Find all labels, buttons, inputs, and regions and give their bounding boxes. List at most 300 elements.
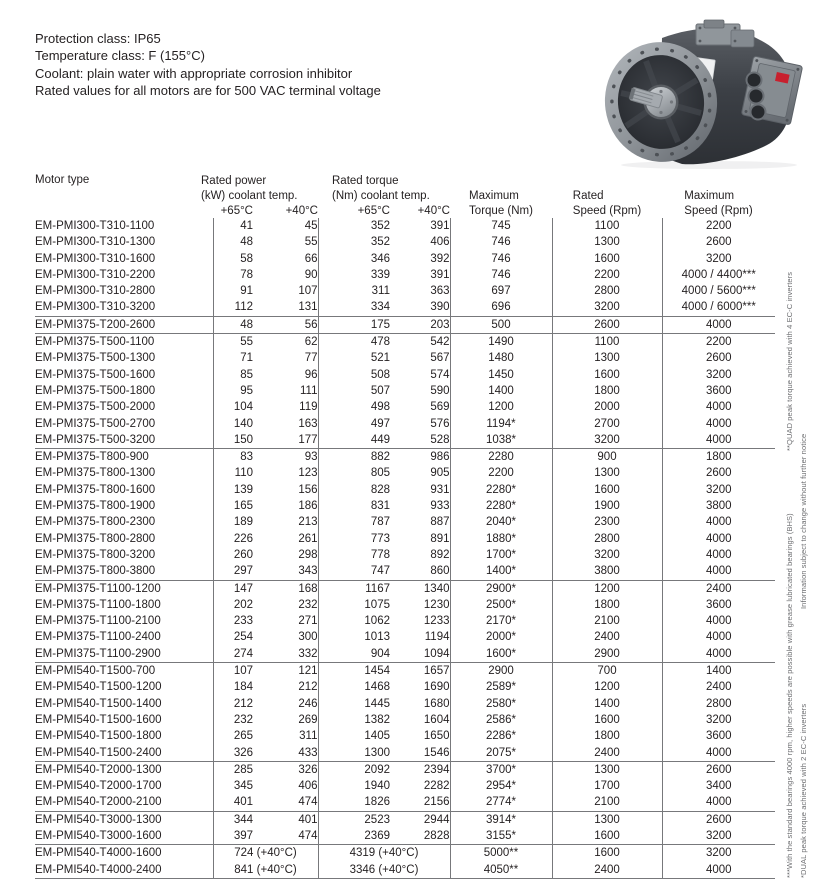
cell-max: 4050** xyxy=(450,862,552,879)
table-row xyxy=(35,761,775,778)
cell-maxspd: 4000 xyxy=(705,401,732,414)
cell-p65: 107 xyxy=(233,665,253,678)
cell-spd: 1200 xyxy=(552,679,662,695)
cell-p40: 45 xyxy=(253,218,318,234)
cell-maxspd: 2600 xyxy=(705,236,732,249)
cell-maxspd: 3600 xyxy=(705,598,732,611)
cell-t65: 2369 xyxy=(318,828,390,845)
cell-t40: 2828 xyxy=(390,828,450,845)
cell-maxspd: 2400 xyxy=(705,582,732,595)
cell-p65: 165 xyxy=(233,500,253,513)
cell-type: EM-PMI540-T1500-1400 xyxy=(35,696,213,712)
cell-spd: 2400 xyxy=(552,745,662,762)
cell-p40: 212 xyxy=(253,679,318,695)
cell-p40: 213 xyxy=(253,514,318,530)
info-line-rated-values: Rated values for all motors are for 500 VAC terminal voltage xyxy=(35,82,381,98)
cell-p40: 246 xyxy=(253,696,318,712)
cell-p40: 66 xyxy=(253,251,318,267)
cell-p65: 345 xyxy=(233,780,253,793)
cell-t40: 1233 xyxy=(390,613,450,629)
footnote-quad-note: **QUAD peak torque achieved with 4 EC-C inverters xyxy=(785,272,794,452)
cell-spd: 3200 xyxy=(552,432,662,449)
footnote-bearing-note: ***With the standard bearings 4000 rpm, higher speeds are possible with grease lubricated bearings (BHS) xyxy=(785,513,794,878)
table-row xyxy=(35,416,775,432)
table-row xyxy=(35,367,775,383)
cell-t65: 2523 xyxy=(364,813,390,826)
cell-t40: 1604 xyxy=(390,712,450,728)
cell-maxspd: 2600 xyxy=(705,813,732,826)
cell-t65: 508 xyxy=(370,368,390,381)
cell-spd: 3800 xyxy=(552,563,662,580)
cell-t40: 1340 xyxy=(390,580,450,597)
cell-max: 1200 xyxy=(450,399,552,415)
cell-t65: 773 xyxy=(370,532,390,545)
table-row xyxy=(35,514,775,530)
cell-spd: 2400 xyxy=(552,629,662,645)
table-row xyxy=(35,845,775,862)
cell-p65: 91 xyxy=(240,285,253,298)
cell-type: EM-PMI540-T4000-1600 xyxy=(35,845,213,862)
cell-p65: 274 xyxy=(213,646,253,663)
cell-maxspd: 3600 xyxy=(705,730,732,743)
cell-spd: 1600 xyxy=(552,367,662,383)
cell-t40: 1650 xyxy=(390,728,450,744)
cell-type: EM-PMI375-T500-1800 xyxy=(35,383,213,399)
cell-t65: 507 xyxy=(370,384,390,397)
cell-p65: 71 xyxy=(240,352,253,365)
cell-p65: 112 xyxy=(213,299,253,316)
cell-t65: 1382 xyxy=(364,713,390,726)
cell-max: 2774* xyxy=(450,794,552,811)
cell-type: EM-PMI375-T500-3200 xyxy=(35,432,213,449)
table-row xyxy=(35,399,775,415)
table-row xyxy=(35,218,775,234)
cell-spd: 700 xyxy=(552,663,662,680)
cell-maxspd: 4000 xyxy=(662,745,775,762)
table-row xyxy=(35,778,775,794)
cell-p40: 123 xyxy=(253,465,318,481)
cell-p65: 110 xyxy=(234,467,253,480)
cell-max: 1400 xyxy=(450,383,552,399)
cell-p65: 85 xyxy=(240,368,253,381)
table-row xyxy=(35,449,775,466)
cell-t40: 2394 xyxy=(390,761,450,778)
cell-tspan: 3346 (+40°C) xyxy=(318,862,450,879)
cell-p65: 104 xyxy=(233,401,253,414)
table-row xyxy=(35,580,775,597)
table-body xyxy=(35,218,775,878)
col-header-rated-power: Rated power xyxy=(201,175,267,187)
cell-maxspd: 1400 xyxy=(705,665,732,678)
cell-pspan: 841 (+40°C) xyxy=(213,862,318,879)
cell-t65: 904 xyxy=(318,646,390,663)
cell-maxspd: 4000 xyxy=(705,548,732,561)
cell-type: EM-PMI375-T500-1600 xyxy=(35,367,213,383)
cell-max: 3700* xyxy=(450,761,552,778)
cell-p40: 77 xyxy=(253,350,318,366)
cell-p40: 107 xyxy=(253,283,318,299)
cell-p40: 332 xyxy=(253,646,318,663)
cell-p65: 95 xyxy=(240,384,253,397)
col-header-power-40c: +40°C xyxy=(285,205,318,217)
cell-p65: 48 xyxy=(240,236,253,249)
cell-spd: 1300 xyxy=(552,465,662,481)
cell-t40: 1680 xyxy=(390,696,450,712)
cell-t40: 860 xyxy=(390,563,450,580)
cell-maxspd: 2800 xyxy=(705,697,732,710)
cell-type: EM-PMI375-T500-2000 xyxy=(35,399,213,415)
cell-type: EM-PMI375-T500-1300 xyxy=(35,350,213,366)
cell-t65: 1013 xyxy=(364,631,390,644)
table-row xyxy=(35,679,775,695)
cell-t40: 406 xyxy=(390,234,450,250)
motor-spec-table xyxy=(35,173,775,879)
cell-t40: 574 xyxy=(390,367,450,383)
cell-t40: 542 xyxy=(390,334,450,351)
cell-t65: 352 xyxy=(370,220,390,232)
table-row xyxy=(35,267,775,283)
cell-maxspd: 3400 xyxy=(705,780,732,793)
cell-t40: 569 xyxy=(390,399,450,415)
cell-max: 2500* xyxy=(450,597,552,613)
cell-p40: 111 xyxy=(253,383,318,399)
table-row xyxy=(35,563,775,580)
cell-t65: 521 xyxy=(370,352,390,365)
cell-max: 2040* xyxy=(450,514,552,530)
cell-t65: 1300 xyxy=(318,745,390,762)
cell-type: EM-PMI375-T1100-2100 xyxy=(35,613,213,629)
cell-spd: 2900 xyxy=(552,646,662,663)
cell-spd: 1600 xyxy=(552,828,662,845)
cell-p65: 41 xyxy=(240,220,253,232)
cell-maxspd: 4000 xyxy=(662,316,775,333)
cell-t65: 1468 xyxy=(364,681,390,694)
cell-spd: 2100 xyxy=(552,794,662,811)
cell-t40: 1657 xyxy=(390,663,450,680)
header-spacer xyxy=(450,173,552,188)
cell-type: EM-PMI375-T1100-1200 xyxy=(35,580,213,597)
cell-max: 1880* xyxy=(450,531,552,547)
cell-t65: 805 xyxy=(370,467,390,480)
cell-spd: 1800 xyxy=(552,728,662,744)
cell-maxspd: 4000 xyxy=(662,794,775,811)
cell-t65: 2092 xyxy=(364,763,390,776)
table-row xyxy=(35,531,775,547)
cell-t65: 747 xyxy=(318,563,390,580)
cell-maxspd: 3600 xyxy=(705,384,732,397)
cell-spd: 1300 xyxy=(552,761,662,778)
table-row xyxy=(35,498,775,514)
cell-max: 500 xyxy=(450,316,552,333)
cell-type: EM-PMI540-T1500-1200 xyxy=(35,679,213,695)
col-header-max-speed: Maximum Speed (Rpm) xyxy=(684,190,753,217)
cell-maxspd: 4000 xyxy=(705,532,732,545)
cell-t40: 528 xyxy=(390,432,450,449)
cell-t65: 175 xyxy=(318,316,390,333)
cell-spd: 1200 xyxy=(552,580,662,597)
cell-p65: 344 xyxy=(233,813,253,826)
cell-t65: 346 xyxy=(370,252,390,265)
cell-spd: 1600 xyxy=(552,845,662,862)
col-header-power-65c: +65°C xyxy=(220,205,253,217)
cell-spd: 2600 xyxy=(552,316,662,333)
table-row xyxy=(35,316,775,333)
cell-p40: 269 xyxy=(253,712,318,728)
cell-t65: 1940 xyxy=(364,780,390,793)
cell-p65: 232 xyxy=(233,713,253,726)
table-row xyxy=(35,629,775,645)
cell-max: 745 xyxy=(450,218,552,234)
cell-maxspd: 3200 xyxy=(705,368,732,381)
cell-maxspd: 3800 xyxy=(705,500,732,513)
cell-p65: 397 xyxy=(213,828,253,845)
cell-t65: 831 xyxy=(370,500,390,513)
cell-t65: 449 xyxy=(318,432,390,449)
cell-type: EM-PMI540-T1500-1600 xyxy=(35,712,213,728)
cell-t40: 363 xyxy=(390,283,450,299)
cell-t40: 576 xyxy=(390,416,450,432)
cell-p40: 62 xyxy=(253,334,318,351)
cell-t65: 1445 xyxy=(364,697,390,710)
cell-t40: 590 xyxy=(390,383,450,399)
table-row xyxy=(35,696,775,712)
cell-t40: 931 xyxy=(390,482,450,498)
cell-p65: 48 xyxy=(213,316,253,333)
cell-t40: 2282 xyxy=(390,778,450,794)
cell-p65: 265 xyxy=(233,730,253,743)
cell-max: 2280 xyxy=(450,449,552,466)
footnote-column-outer xyxy=(785,272,794,878)
cell-t65: 334 xyxy=(318,299,390,316)
cell-p65: 212 xyxy=(233,697,253,710)
cell-t40: 933 xyxy=(390,498,450,514)
info-line-protection-class: Protection class: IP65 xyxy=(35,31,161,46)
cell-maxspd: 4000 / 5600*** xyxy=(681,285,756,298)
cell-maxspd: 2200 xyxy=(705,336,732,349)
table-row xyxy=(35,299,775,316)
table-row xyxy=(35,613,775,629)
cell-spd: 2000 xyxy=(552,399,662,415)
cell-t65: 1454 xyxy=(364,665,390,678)
cell-max: 2900* xyxy=(450,580,552,597)
cell-p40: 298 xyxy=(253,547,318,563)
cell-max: 1450 xyxy=(450,367,552,383)
cell-t40: 986 xyxy=(390,449,450,466)
cell-type: EM-PMI375-T500-2700 xyxy=(35,416,213,432)
cell-max: 2589* xyxy=(450,679,552,695)
cell-t65: 352 xyxy=(370,236,390,249)
cell-p65: 285 xyxy=(233,763,253,776)
cell-type: EM-PMI375-T1100-2900 xyxy=(35,646,213,663)
cell-p40: 433 xyxy=(253,745,318,762)
table-row xyxy=(35,547,775,563)
cell-t65: 1075 xyxy=(364,598,390,611)
cell-maxspd: 4000 xyxy=(705,631,732,644)
cell-p40: 56 xyxy=(253,316,318,333)
cell-type: EM-PMI375-T1100-1800 xyxy=(35,597,213,613)
cell-p40: 261 xyxy=(253,531,318,547)
cell-p40: 401 xyxy=(253,811,318,828)
cell-t40: 1230 xyxy=(390,597,450,613)
cell-p40: 119 xyxy=(253,399,318,415)
cell-p65: 184 xyxy=(233,681,253,694)
table-row xyxy=(35,482,775,498)
cell-spd: 1600 xyxy=(552,482,662,498)
cell-t65: 828 xyxy=(370,483,390,496)
info-line-temperature-class: Temperature class: F (155°C) xyxy=(35,48,205,64)
cell-max: 2586* xyxy=(450,712,552,728)
cell-t40: 891 xyxy=(390,531,450,547)
cell-t40: 892 xyxy=(390,547,450,563)
cell-p65: 78 xyxy=(240,268,253,281)
cell-maxspd: 4000 / 4400*** xyxy=(681,268,756,281)
cell-p65: 254 xyxy=(233,631,253,644)
cell-p40: 474 xyxy=(253,794,318,811)
cell-max: 1600* xyxy=(450,646,552,663)
cell-max: 3155* xyxy=(450,828,552,845)
cell-t65: 882 xyxy=(370,451,390,464)
cell-p40: 168 xyxy=(253,580,318,597)
cell-pspan: 724 (+40°C) xyxy=(213,845,318,862)
table-row xyxy=(35,334,775,351)
cell-max: 2075* xyxy=(450,745,552,762)
cell-maxspd: 3200 xyxy=(662,828,775,845)
cell-type: EM-PMI375-T800-3800 xyxy=(35,563,213,580)
table-row xyxy=(35,745,775,762)
cell-p40: 311 xyxy=(253,728,318,744)
cell-t40: 1194 xyxy=(390,629,450,645)
cell-type: EM-PMI540-T2000-1300 xyxy=(35,761,213,778)
cell-t65: 1167 xyxy=(365,582,390,595)
header-spacer xyxy=(552,173,662,188)
cell-t40: 2156 xyxy=(390,794,450,811)
cell-maxspd: 2600 xyxy=(705,467,732,480)
cell-p40: 55 xyxy=(253,234,318,250)
cell-max: 1194* xyxy=(450,416,552,432)
cell-t40: 567 xyxy=(390,350,450,366)
cell-spd: 1600 xyxy=(552,251,662,267)
cell-maxspd: 2600 xyxy=(705,763,732,776)
cell-type: EM-PMI300-T310-1300 xyxy=(35,234,213,250)
cell-max: 2580* xyxy=(450,696,552,712)
cell-p65: 147 xyxy=(233,582,253,595)
cell-spd: 2100 xyxy=(552,613,662,629)
cell-max: 1490 xyxy=(450,334,552,351)
cell-max: 697 xyxy=(450,283,552,299)
cell-p65: 401 xyxy=(213,794,253,811)
footnote-dual-note: *DUAL peak torque achieved with 2 EC-C inverters xyxy=(799,703,808,878)
cell-t40: 2944 xyxy=(390,811,450,828)
cell-maxspd: 4000 xyxy=(662,646,775,663)
cell-p40: 271 xyxy=(253,613,318,629)
cell-spd: 1800 xyxy=(552,597,662,613)
cell-type: EM-PMI540-T4000-2400 xyxy=(35,862,213,879)
cell-max: 746 xyxy=(450,251,552,267)
cell-tspan: 4319 (+40°C) xyxy=(318,845,450,862)
cell-t40: 391 xyxy=(390,267,450,283)
cell-max: 2954* xyxy=(450,778,552,794)
cell-max: 3914* xyxy=(450,811,552,828)
cell-t65: 311 xyxy=(371,285,390,298)
cell-spd: 1300 xyxy=(552,350,662,366)
cell-max: 696 xyxy=(450,299,552,316)
table-row xyxy=(35,828,775,845)
cell-p65: 139 xyxy=(233,483,253,496)
cell-spd: 2700 xyxy=(552,416,662,432)
cell-max: 2900 xyxy=(450,663,552,680)
cell-p65: 260 xyxy=(233,548,253,561)
motor-terminal-bracket xyxy=(696,20,754,47)
cell-spd: 1800 xyxy=(552,383,662,399)
cell-spd: 1400 xyxy=(552,696,662,712)
cell-spd: 2800 xyxy=(552,531,662,547)
cell-maxspd: 1800 xyxy=(705,451,732,464)
cell-max: 2170* xyxy=(450,613,552,629)
cell-type: EM-PMI540-T2000-1700 xyxy=(35,778,213,794)
cell-type: EM-PMI375-T800-2800 xyxy=(35,531,213,547)
footnote-disclaimer: Information subject to change without further notice xyxy=(799,434,808,610)
cell-spd: 2800 xyxy=(552,283,662,299)
cell-spd: 2200 xyxy=(552,267,662,283)
cell-t65: 497 xyxy=(370,417,390,430)
cell-p65: 326 xyxy=(213,745,253,762)
cell-maxspd: 3200 xyxy=(705,713,732,726)
cell-p40: 300 xyxy=(253,629,318,645)
cell-p40: 163 xyxy=(253,416,318,432)
cell-p40: 326 xyxy=(253,761,318,778)
cell-p65: 226 xyxy=(233,532,253,545)
table-row xyxy=(35,646,775,663)
cell-p65: 55 xyxy=(240,336,253,349)
cell-max: 2000* xyxy=(450,629,552,645)
cell-maxspd: 4000 xyxy=(705,516,732,529)
cell-max: 2286* xyxy=(450,728,552,744)
cell-spd: 1300 xyxy=(552,234,662,250)
cell-maxspd: 2200 xyxy=(705,220,732,232)
table-row xyxy=(35,811,775,828)
table-row xyxy=(35,794,775,811)
table-row xyxy=(35,663,775,680)
cell-p40: 121 xyxy=(253,663,318,680)
cell-maxspd: 4000 xyxy=(705,615,732,628)
cell-type: EM-PMI540-T3000-1600 xyxy=(35,828,213,845)
cell-max: 1480 xyxy=(450,350,552,366)
table-row xyxy=(35,383,775,399)
cell-type: EM-PMI375-T800-2300 xyxy=(35,514,213,530)
cell-type: EM-PMI375-T800-1900 xyxy=(35,498,213,514)
cell-type: EM-PMI540-T2000-2100 xyxy=(35,794,213,811)
cell-t65: 778 xyxy=(370,548,390,561)
cell-p40: 156 xyxy=(253,482,318,498)
table-row xyxy=(35,251,775,267)
cell-t65: 339 xyxy=(370,268,390,281)
cell-p65: 150 xyxy=(213,432,253,449)
cell-type: EM-PMI375-T800-1300 xyxy=(35,465,213,481)
motor-photo-image xyxy=(604,18,814,170)
cell-type: EM-PMI375-T800-900 xyxy=(35,449,213,466)
col-header-rated-torque-unit: (Nm) coolant temp. xyxy=(332,190,430,202)
cell-t65: 1405 xyxy=(364,730,390,743)
info-block xyxy=(35,30,381,99)
cell-type: EM-PMI540-T1500-700 xyxy=(35,663,213,680)
cell-p40: 406 xyxy=(253,778,318,794)
cell-maxspd: 4000 / 6000*** xyxy=(662,299,775,316)
cell-type: EM-PMI300-T310-1600 xyxy=(35,251,213,267)
cell-t40: 391 xyxy=(390,218,450,234)
cell-spd: 1100 xyxy=(552,218,662,234)
cell-spd: 1900 xyxy=(552,498,662,514)
col-header-torque-40c: +40°C xyxy=(417,205,450,217)
